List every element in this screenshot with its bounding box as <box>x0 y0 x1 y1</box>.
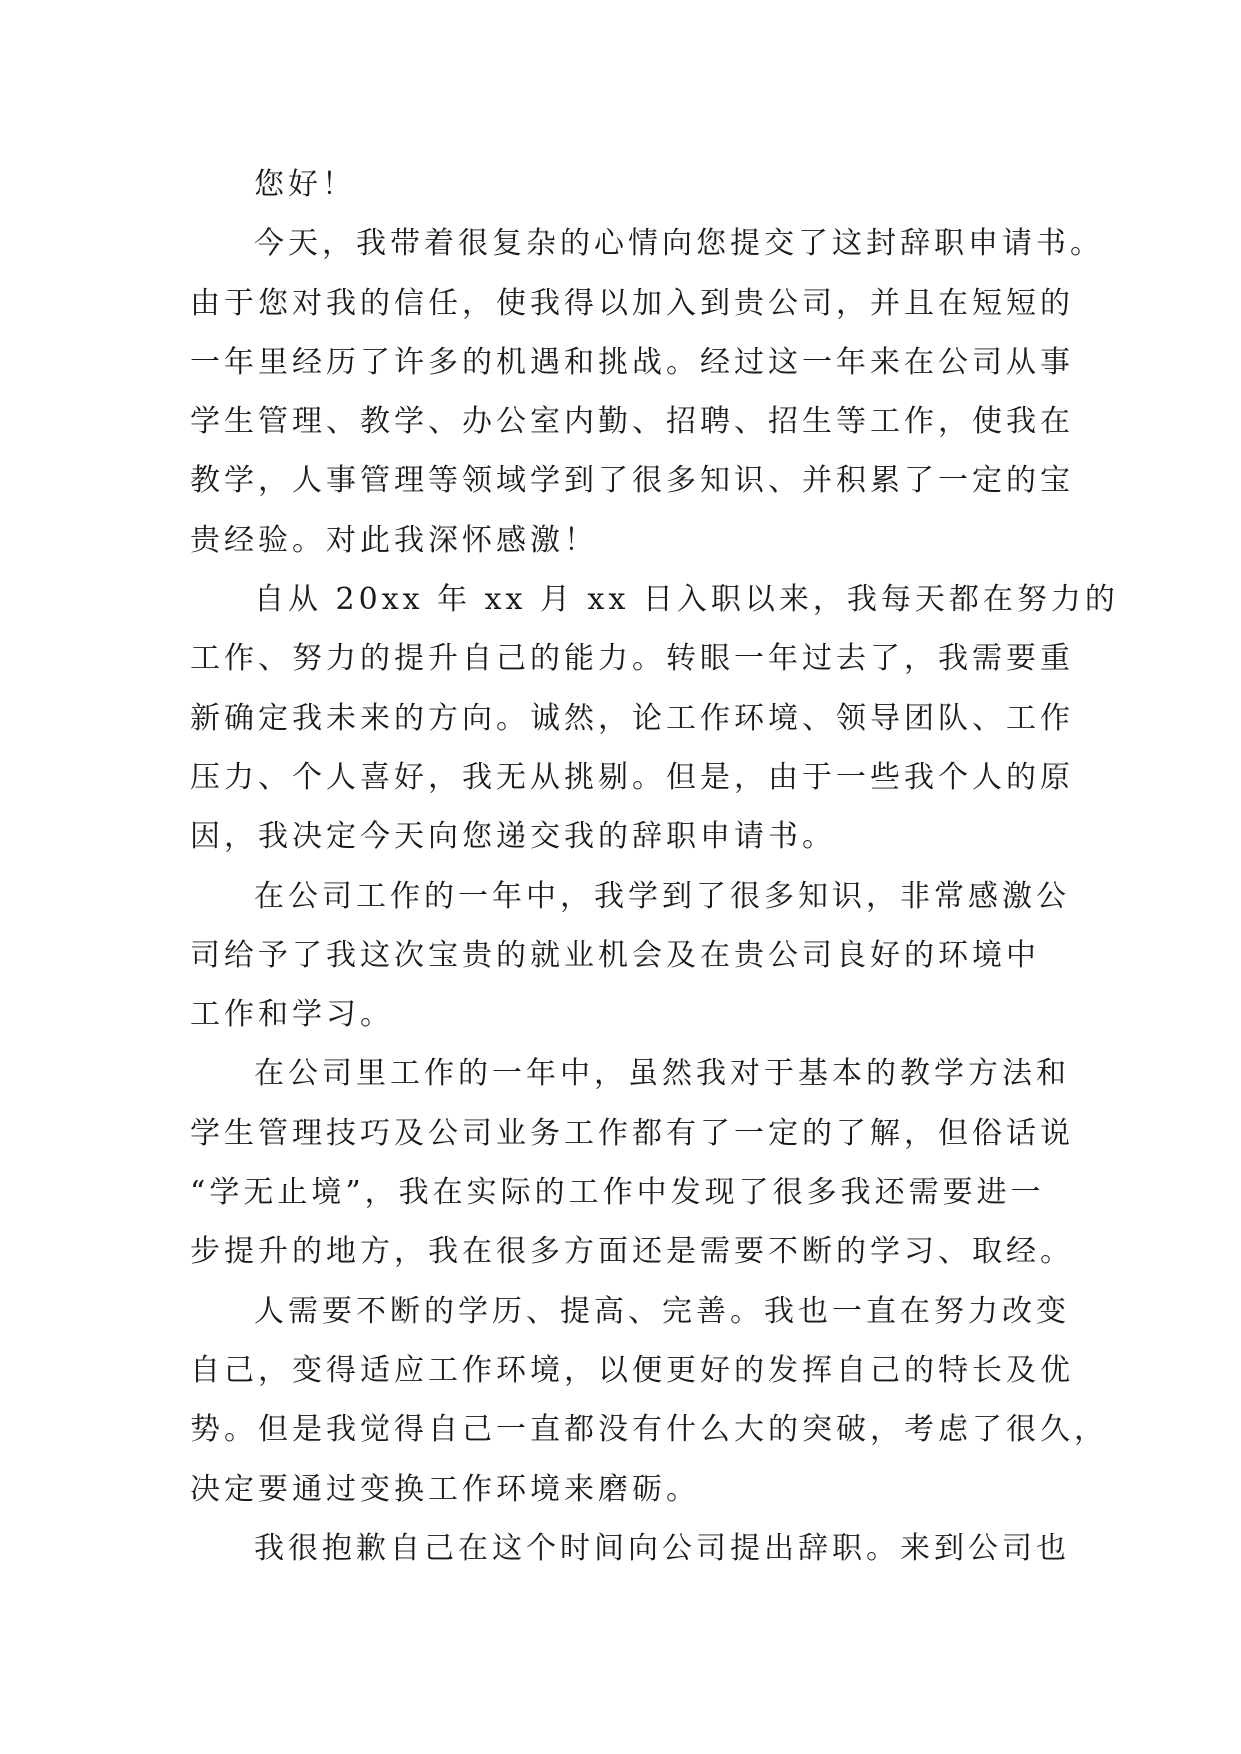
text-line: 您好！ <box>254 167 356 202</box>
text-line: 司给予了我这次宝贵的就业机会及在贵公司良好的环境中 <box>190 937 1040 973</box>
text-line: 自从 20xx 年 xx 月 xx 日入职以来，我每天都在努力的 <box>254 582 1119 618</box>
text-line: 步提升的地方，我在很多方面还是需要不断的学习、取经。 <box>190 1234 1074 1270</box>
text-line: 人需要不断的学历、提高、完善。我也一直在努力改变 <box>254 1293 1070 1329</box>
text-line: 在公司工作的一年中，我学到了很多知识，非常感激公 <box>254 878 1070 914</box>
text-line: 学生管理、教学、办公室内勤、招聘、招生等工作，使我在 <box>190 404 1074 440</box>
text-line: 自己，变得适应工作环境，以便更好的发挥自己的特长及优 <box>190 1352 1074 1388</box>
text-line: 学生管理技巧及公司业务工作都有了一定的了解，但俗话说 <box>190 1115 1074 1151</box>
text-line: 教学，人事管理等领域学到了很多知识、并积累了一定的宝 <box>190 463 1074 499</box>
text-line: 今天，我带着很复杂的心情向您提交了这封辞职申请书。 <box>254 226 1104 262</box>
text-line: 新确定我未来的方向。诚然，论工作环境、领导团队、工作 <box>190 700 1074 736</box>
text-line: 我很抱歉自己在这个时间向公司提出辞职。来到公司也 <box>254 1530 1070 1566</box>
text-line: 压力、个人喜好，我无从挑剔。但是，由于一些我个人的原 <box>190 759 1074 795</box>
text-line: 势。但是我觉得自己一直都没有什么大的突破，考虑了很久， <box>190 1412 1108 1448</box>
text-line: 工作、努力的提升自己的能力。转眼一年过去了，我需要重 <box>190 641 1074 677</box>
text-line: 贵经验。对此我深怀感激！ <box>190 522 598 558</box>
text-line: 决定要通过变换工作环境来磨砺。 <box>190 1471 700 1507</box>
text-line: 由于您对我的信任，使我得以加入到贵公司，并且在短短的 <box>190 285 1074 321</box>
text-line: 工作和学习。 <box>190 997 394 1033</box>
text-line: 一年里经历了许多的机遇和挑战。经过这一年来在公司从事 <box>190 344 1074 380</box>
letter-body <box>190 155 1119 1578</box>
text-line: 在公司里工作的一年中，虽然我对于基本的教学方法和 <box>254 1056 1070 1092</box>
text-line: 因，我决定今天向您递交我的辞职申请书。 <box>190 819 836 855</box>
text-line: “学无止境”，我在实际的工作中发现了很多我还需要进一 <box>190 1175 1045 1211</box>
